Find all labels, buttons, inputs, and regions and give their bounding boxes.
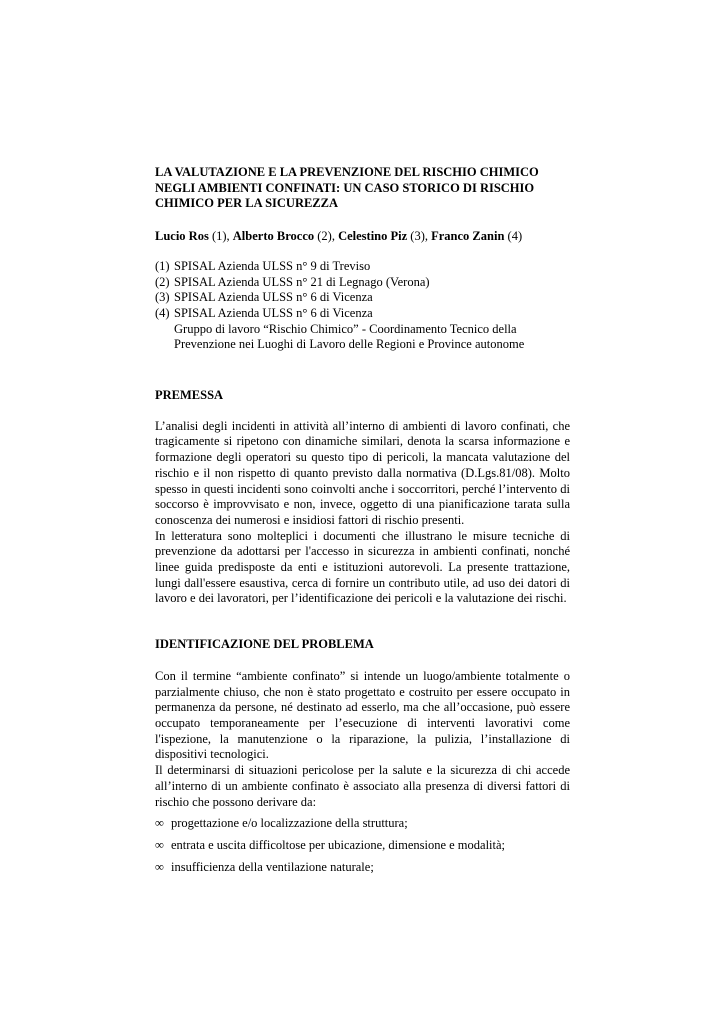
working-group-line: Gruppo di lavoro “Rischio Chimico” - Coordinamento Tecnico della bbox=[174, 321, 517, 336]
list-item-text: insufficienza della ventilazione naturale; bbox=[171, 859, 374, 874]
risk-factor-list bbox=[155, 816, 570, 875]
affiliation-list bbox=[155, 259, 570, 353]
section-heading-premessa: PREMESSA bbox=[155, 388, 224, 403]
title-line: NEGLI AMBIENTI CONFINATI: UN CASO STORICO DI RISCHIO bbox=[155, 180, 535, 195]
affiliation-text: SPISAL Azienda ULSS n° 6 di Vicenza bbox=[174, 290, 373, 305]
infinity-bullet-icon: ∞ bbox=[155, 859, 164, 874]
document-title bbox=[155, 165, 570, 212]
author-ref: (4) bbox=[507, 229, 523, 244]
affiliation-item bbox=[155, 275, 570, 291]
section-heading-identificazione: IDENTIFICAZIONE DEL PROBLEMA bbox=[155, 637, 374, 652]
list-item-text: progettazione e/o localizzazione della struttura; bbox=[171, 816, 408, 831]
identificazione-paragraph-1: Con il termine “ambiente confinato” si intende un luogo/ambiente totalmente o parzialmente chiuso, che non è stato progettato e costruito per essere occupato in permanenza da persone, né destinato ad esserlo, ma che all’occasione, può essere occupato temporaneamente per l’esecuzione di interventi lavorativi come l'ispezione, la manutenzione o la riparazione, la pulizia, l’installazione di dispositivi tecnologici. bbox=[155, 668, 570, 762]
list-item bbox=[155, 860, 570, 876]
premessa-paragraph-1: L’analisi degli incidenti in attività all’interno di ambienti di lavoro confinati, che tragicamente si ripetono con dinamiche similari, denota la scarsa informazione e formazione degli operatori su questo tipo di pericoli, la mancata valutazione del rischio e il non rispetto di quanto previsto dalla normativa (D.Lgs.81/08). Molto spesso in questi incidenti sono coinvolti anche i soccorritori, perché l’intervento di soccorso è improvvisato e non, invece, oggetto di una pianificazione tarata sulla conoscenza dei numerosi e insidiosi fattori di rischio presenti. bbox=[155, 418, 570, 527]
author-list bbox=[155, 229, 570, 245]
document-page bbox=[155, 165, 570, 881]
title-line: CHIMICO PER LA SICUREZZA bbox=[155, 196, 339, 211]
author-name: Alberto Brocco bbox=[232, 229, 315, 244]
affiliation-item bbox=[155, 259, 570, 275]
affiliation-number: (4) bbox=[155, 305, 170, 320]
infinity-bullet-icon: ∞ bbox=[155, 837, 164, 852]
identificazione-paragraph-2: Il determinarsi di situazioni pericolose per la salute e la sicurezza di chi accede all’interno di un ambiente confinato è associato alla presenza di diversi fattori di rischio che possono derivare da: bbox=[155, 763, 570, 809]
premessa-paragraph-2: In letteratura sono molteplici i documenti che illustrano le misure tecniche di prevenzione da adottarsi per l'accesso in sicurezza in ambienti confinati, nonché linee guida predisposte da enti e istituzioni autorevoli. La presente trattazione, lungi dall'essere esaustiva, cerca di fornire un contributo utile, ad uso dei datori di lavoro e dei lavoratori, per l’identificazione dei pericoli e la valutazione dei rischi. bbox=[155, 528, 570, 606]
infinity-bullet-icon: ∞ bbox=[155, 816, 164, 831]
author-separator: , bbox=[424, 229, 432, 244]
author-name: Celestino Piz bbox=[338, 229, 408, 244]
author-ref: (1) bbox=[211, 229, 227, 244]
author-name: Lucio Ros bbox=[155, 229, 209, 244]
affiliation-item bbox=[155, 290, 570, 306]
affiliation-text: SPISAL Azienda ULSS n° 9 di Treviso bbox=[174, 258, 371, 273]
affiliation-text: SPISAL Azienda ULSS n° 6 di Vicenza bbox=[174, 305, 373, 320]
affiliation-number: (3) bbox=[155, 290, 170, 305]
list-item bbox=[155, 816, 570, 832]
affiliation-number: (2) bbox=[155, 274, 170, 289]
author-ref: (2) bbox=[317, 229, 332, 244]
affiliation-text: SPISAL Azienda ULSS n° 21 di Legnago (Verona) bbox=[174, 274, 430, 289]
author-ref: (3) bbox=[410, 229, 425, 244]
affiliation-item bbox=[155, 306, 570, 322]
working-group-line: Prevenzione nei Luoghi di Lavoro delle Regioni e Province autonome bbox=[174, 337, 525, 352]
author-name: Franco Zanin bbox=[431, 229, 505, 244]
list-item-text: entrata e uscita difficoltose per ubicazione, dimensione e modalità; bbox=[171, 837, 506, 852]
author-separator: , bbox=[331, 229, 339, 244]
list-item bbox=[155, 838, 570, 854]
author-separator: , bbox=[226, 229, 233, 244]
title-line: LA VALUTAZIONE E LA PREVENZIONE DEL RISCHIO CHIMICO bbox=[155, 165, 539, 179]
affiliation-number: (1) bbox=[155, 258, 170, 273]
